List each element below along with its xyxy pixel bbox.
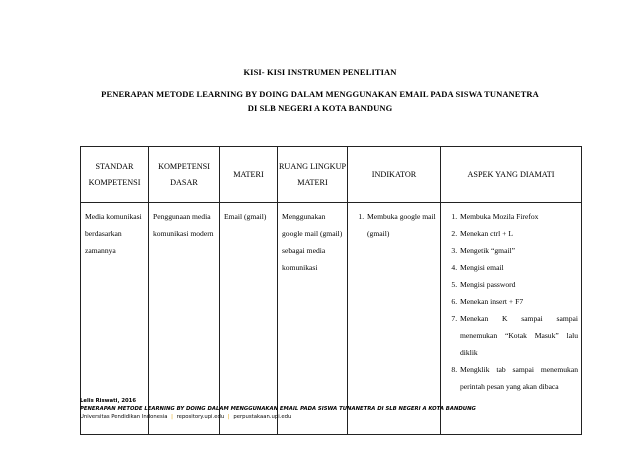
footer-library-link[interactable]: perpustakaan.upi.edu [233,414,292,420]
aspek-item: 6. Menekan insert + F7 [459,293,578,310]
cell-kompetensi-dasar [149,203,220,435]
footer-links [80,414,291,420]
footer-repository-link[interactable]: repository.upi.edu [176,414,225,420]
aspek-item: 7. Menekan K sampai sampai menemukan “Kotak Masuk” lalu diklik [459,310,578,361]
footer-separator: | [171,414,173,420]
standar-kompetensi-text: Media komunikasi berdasarkan zamannya [85,212,142,255]
aspek-item: 4. Mengisi email [459,259,578,276]
header-ruang-lingkup: RUANG LINGKUP MATERI [278,147,348,203]
cell-indikator [348,203,441,435]
table-header-row [81,147,582,203]
aspek-item: 5. Mengisi password [459,276,578,293]
document-subtitle-line1: PENERAPAN METODE LEARNING BY DOING DALAM MENGGUNAKAN EMAIL PADA SISWA TUNANETRA [101,89,539,99]
aspek-item: 1. Membuka Mozila Firefox [459,208,578,225]
header-materi: MATERI [220,147,278,203]
indikator-list [348,203,440,242]
indikator-item: 1. Membuka google mail (gmail) [366,208,437,242]
aspek-item: 2. Menekan ctrl + L [459,225,578,242]
ruang-lingkup-text: Menggunakan google mail (gmail) sebagai media komunikasi [282,212,343,272]
footer-institution: Universitas Pendidikan Indonesia [80,414,168,420]
document-title: KISI- KISI INSTRUMEN PENELITIAN [243,67,397,77]
footer-title: PENERAPAN METODE LEARNING BY DOING DALAM MENGGUNAKAN EMAIL PADA SISWA TUNANETRA DI SLB NEGERI A KOTA BANDUNG [80,406,476,412]
header-indikator: INDIKATOR [348,147,441,203]
cell-materi [220,203,278,435]
kompetensi-dasar-text: Penggunaan media komunikasi modern [153,212,214,238]
cell-ruang-lingkup [278,203,348,435]
footer-separator: | [227,414,230,420]
aspek-item: 3. Mengetik “gmail” [459,242,578,259]
cell-aspek [441,203,582,435]
header-standar-kompetensi: STANDAR KOMPETENSI [81,147,149,203]
instrument-table [80,146,582,435]
table-row [81,203,582,435]
aspek-item: 8. Mengklik tab sampai menemukan perintah pesan yang akan dibaca [459,361,578,395]
header-aspek: ASPEK YANG DIAMATI [441,147,582,203]
materi-text: Email (gmail) [224,212,267,221]
document-subtitle-line2: DI SLB NEGERI A KOTA BANDUNG [247,103,393,113]
footer-author: Lelis Riswati, 2016 [80,398,137,404]
aspek-list [441,203,581,395]
header-kompetensi-dasar: KOMPETENSI DASAR [149,147,220,203]
